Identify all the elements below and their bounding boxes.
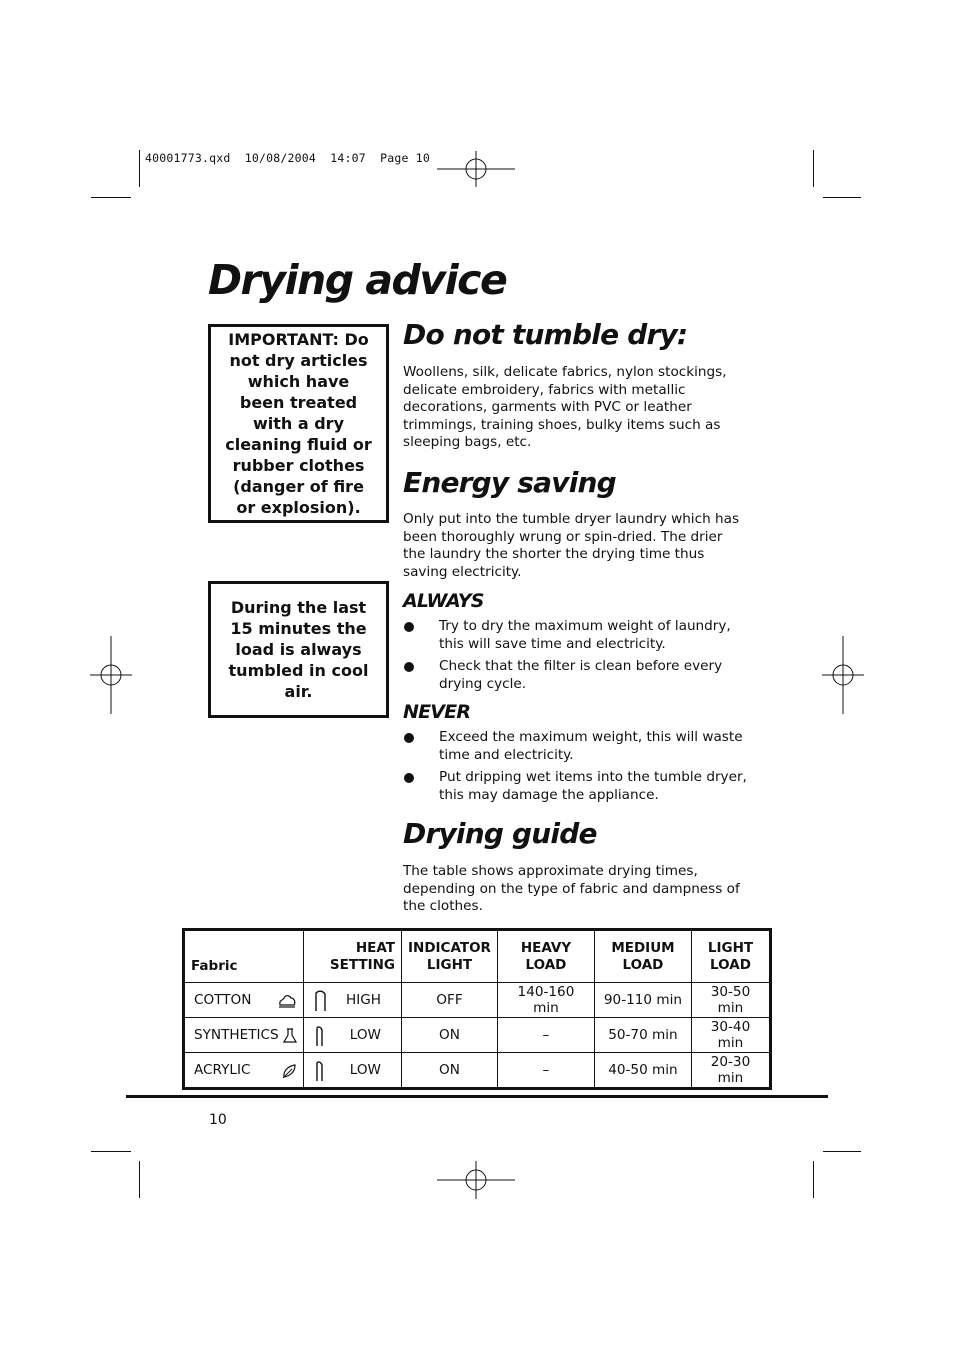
heavy-load-cell: – [497,1053,594,1089]
table-header-row [184,930,771,983]
registration-mark-top-icon [437,149,517,189]
do-not-tumble-dry-text: Woollens, silk, delicate fabrics, nylon stockings, delicate embroidery, fabrics with metallic decorations, garments with PVC or leather trimmings, training shoes, bulky items such as sleeping bags, etc. [403,364,727,450]
list-item: Put dripping wet items into the tumble dryer, this may damage the appliance. [403,769,748,804]
synthetics-care-icon [283,1028,297,1044]
low-heat-setting-icon [313,1025,327,1047]
light-load-cell: 30-40 min [691,1018,770,1053]
table-row [184,983,771,1018]
column-header-heat-setting: HEAT SETTING [304,930,402,983]
column-header-fabric: Fabric [184,930,304,983]
fabric-cell [184,1053,304,1089]
drying-guide-heading: Drying guide [403,817,597,850]
fabric-cell [184,1018,304,1053]
heavy-load-cell: – [497,1018,594,1053]
medium-load-cell: 90-110 min [594,983,691,1018]
column-header-medium-load: MEDIUM LOAD [594,930,691,983]
never-list [403,729,748,809]
heat-setting-value: HIGH [346,992,381,1008]
cotton-care-icon [277,993,297,1009]
medium-load-cell: 40-50 min [594,1053,691,1089]
cool-air-notice [208,581,389,718]
fabric-cell [184,983,304,1018]
column-header-indicator-light: INDICATOR LIGHT [402,930,498,983]
heat-setting-cell [304,1018,402,1053]
table-row [184,1053,771,1089]
registration-mark-right-icon [822,636,864,714]
heat-setting-value: LOW [349,1062,381,1078]
indicator-light-cell: ON [402,1018,498,1053]
never-heading: NEVER [403,701,471,723]
light-load-cell: 30-50 min [691,983,770,1018]
low-heat-setting-icon [313,1060,327,1082]
page-title: Drying advice [208,256,507,304]
important-notice [208,324,389,523]
column-header-heavy-load: HEAVY LOAD [497,930,594,983]
energy-saving-text: Only put into the tumble dryer laundry which has been thoroughly wrung or spin-dried. The drier the laundry the shorter the drying time thus saving electricity. [403,511,740,580]
cool-air-notice-text: During the last 15 minutes the load is always tumbled in cool air. [228,598,369,701]
always-heading: ALWAYS [403,590,484,612]
list-item: Check that the filter is clean before every drying cycle. [403,658,748,693]
light-load-cell: 20-30 min [691,1053,770,1089]
fabric-name: COTTON [194,991,252,1008]
table-row [184,1018,771,1053]
important-notice-text: IMPORTANT: Do not dry articles which have been treated with a dry cleaning fluid or rubber clothes (danger of fire or explosion). [225,330,372,517]
drying-guide-text: The table shows approximate drying times, depending on the type of fabric and dampness of the clothes. [403,863,740,914]
drying-guide-table [182,928,772,1090]
indicator-light-cell: ON [402,1053,498,1089]
high-heat-setting-icon [313,990,327,1012]
heavy-load-cell: 140-160 min [497,983,594,1018]
footer-rule [126,1095,828,1098]
energy-saving-heading: Energy saving [403,466,616,499]
registration-mark-bottom-icon [437,1161,517,1201]
medium-load-cell: 50-70 min [594,1018,691,1053]
fabric-name: SYNTHETICS [194,1026,279,1043]
fabric-name: ACRYLIC [194,1061,251,1078]
heat-setting-value: LOW [349,1027,381,1043]
list-item: Exceed the maximum weight, this will waste time and electricity. [403,729,748,764]
heat-setting-cell [304,983,402,1018]
page-number: 10 [209,1112,227,1128]
column-header-light-load: LIGHT LOAD [691,930,770,983]
acrylic-care-icon [281,1063,297,1079]
registration-mark-left-icon [90,636,132,714]
always-list [403,618,748,698]
list-item: Try to dry the maximum weight of laundry, this will save time and electricity. [403,618,748,653]
print-slug: 40001773.qxd 10/08/2004 14:07 Page 10 [145,151,430,165]
do-not-tumble-dry-heading: Do not tumble dry: [403,318,688,351]
indicator-light-cell: OFF [402,983,498,1018]
heat-setting-cell [304,1053,402,1089]
